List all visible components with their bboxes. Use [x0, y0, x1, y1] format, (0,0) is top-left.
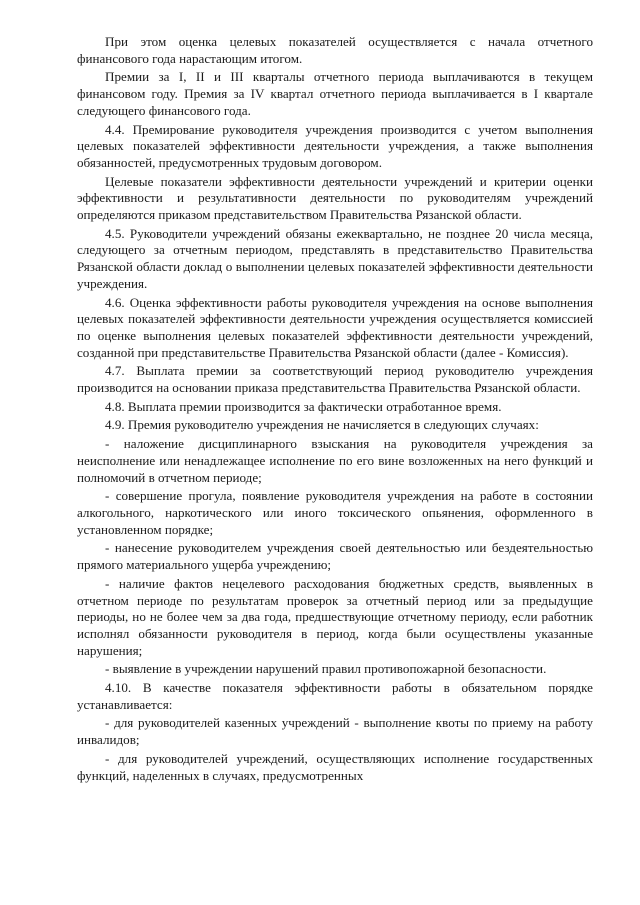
paragraph-4-7: 4.7. Выплата премии за соответствующий период руководителю учреждения производится на основании приказа представительства Правительства Рязанской области. [77, 363, 593, 396]
paragraph-target-indicators: Целевые показатели эффективности деятельности учреждений и критерии оценки эффективности и результативности деятельности по руководителям учреждений определяются приказом представительством Правительства Рязанской области. [77, 173, 593, 223]
paragraph-4-8: 4.8. Выплата премии производится за фактически отработанное время. [105, 398, 502, 414]
list-item-misuse-funds: - наличие фактов нецелевого расходования бюджетных средств, выявленных в отчетном периоде по результатам проверок за отчетный период или за предыдущие периоды, но не более чем за два года, предшествующие отчетному периоду, если работник исполнял обязанности руководителя в период, когда были осуществлены указанные нарушения; [77, 575, 593, 658]
list-item-damage: - нанесение руководителем учреждения своей деятельностью или бездеятельностью прямого материального ущерба учреждению; [77, 540, 593, 573]
paragraph-4-5: 4.5. Руководители учреждений обязаны ежеквартально, не позднее 20 числа месяца, следующего за отчетным периодом, представлять в представительство Правительства Рязанской области доклад о выполнении целевых показателей эффективности деятельности учреждения. [77, 225, 593, 291]
list-item-disciplinary: - наложение дисциплинарного взыскания на руководителя учреждения за неисполнение или ненадлежащее исполнение по его вине возложенных на него функций и полномочий в отчетном периоде; [77, 436, 593, 485]
paragraph-4-4: 4.4. Премирование руководителя учреждения производится с учетом выполнения целевых показателей эффективности деятельности учреждения, а также выполнения обязанностей, предусмотренных трудовым договором. [77, 121, 593, 170]
list-item-state-functions: - для руководителей учреждений, осуществляющих исполнение государственных функций, наделенных в случаях, предусмотренных [77, 750, 593, 783]
list-item-quota: - для руководителей казенных учреждений - выполнение квоты по приему на работу инвалидов; [77, 715, 593, 748]
paragraph-4-9: 4.9. Премия руководителю учреждения не начисляется в следующих случаях: [105, 417, 539, 433]
paragraph-quarterly-bonus: Премии за I, II и III кварталы отчетного периода выплачиваются в текущем финансовом году. Премия за IV квартал отчетного периода выплачивается в I квартале следующего финансового года. [77, 69, 593, 118]
paragraph-assessment-cumulative: При этом оценка целевых показателей осуществляется с начала отчетного финансового года нарастающим итогом. [77, 34, 593, 66]
list-item-absence: - совершение прогула, появление руководителя учреждения на работе в состоянии алкогольного, наркотического или иного токсического опьянения, оформленного в установленном порядке; [77, 488, 593, 537]
paragraph-4-10: 4.10. В качестве показателя эффективности работы в обязательном порядке устанавливается: [77, 680, 593, 712]
list-item-fire-safety: - выявление в учреждении нарушений правил противопожарной безопасности. [105, 661, 547, 677]
paragraph-4-6: 4.6. Оценка эффективности работы руководителя учреждения на основе выполнения целевых показателей эффективности деятельности учреждения осуществляется комиссией по оценке выполнения целевых показателей эффективности деятельности учреждений, созданной при представительстве Правительства Рязанской области (далее - Комиссия). [77, 294, 593, 360]
